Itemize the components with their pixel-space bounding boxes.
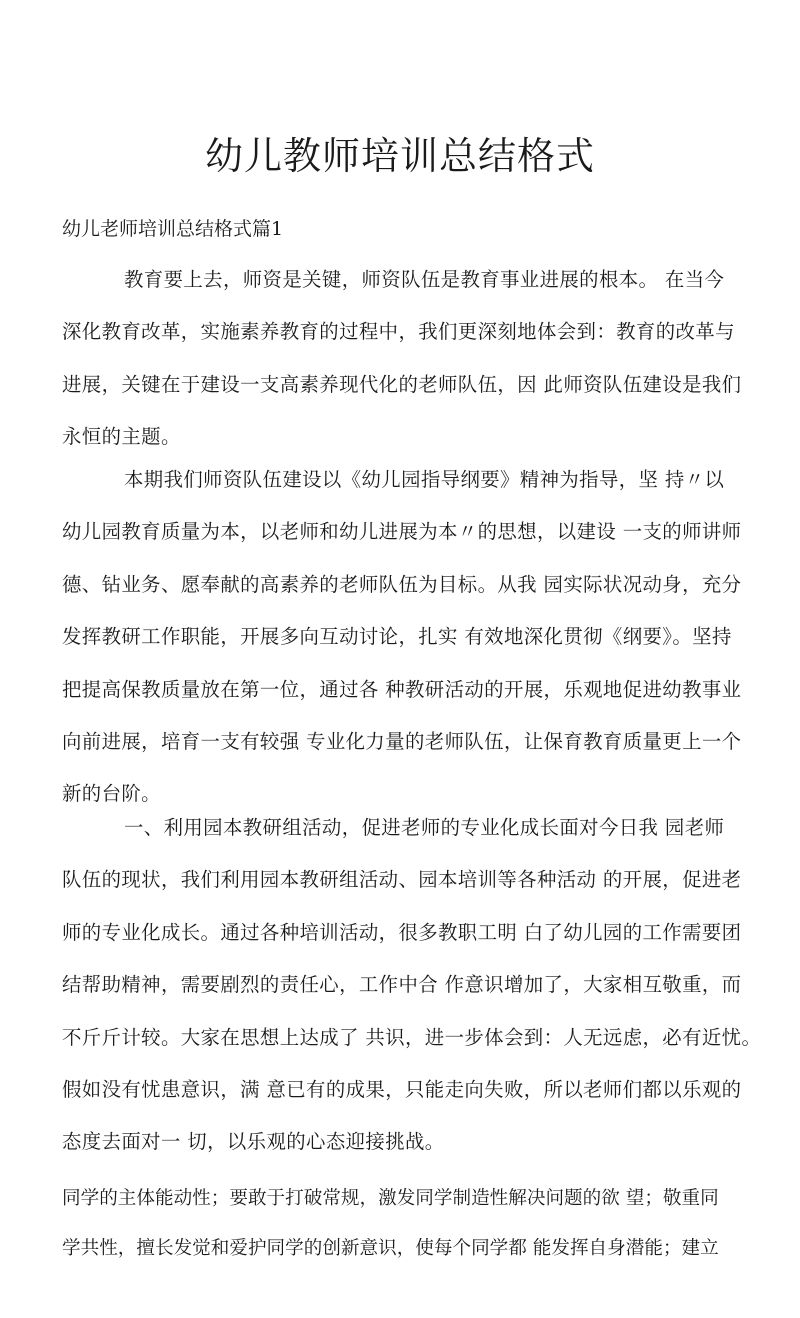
paragraph-line: 本期我们师资队伍建设以《幼儿园指导纲要》精神为指导，坚 持〃以 bbox=[124, 468, 725, 491]
section-heading: 幼儿老师培训总结格式篇1 bbox=[62, 218, 284, 240]
paragraph-line: 队伍的现状，我们利用园本教研组活动、园本培训等各种活动 的开展，促进老 bbox=[62, 868, 742, 892]
paragraph-line: 结帮助精神，需要剧烈的责任心，工作中合 作意识增加了，大家相互敬重，而 bbox=[62, 973, 742, 997]
paragraph-line: 不斤斤计较。大家在思想上达成了 共识，进一步体会到：人无远虑，必有近忧。 bbox=[62, 1025, 762, 1049]
paragraph-line: 态度去面对一 切，以乐观的心态迎接挑战。 bbox=[62, 1130, 445, 1154]
paragraph-line: 一、利用园本教研组活动，促进老师的专业化成长面对今日我 园老师 bbox=[124, 816, 725, 839]
paragraph-line: 新的台阶。 bbox=[62, 782, 161, 806]
paragraph-line: 永恒的主题。 bbox=[62, 425, 181, 449]
paragraph-4 bbox=[62, 1174, 752, 1274]
paragraph-3 bbox=[62, 802, 762, 1169]
paragraph-line: 师的专业化成长。通过各种培训活动，很多教职工明 白了幼儿园的工作需要团 bbox=[62, 920, 742, 944]
paragraph-line: 德、钻业务、愿奉献的高素养的老师队伍为目标。从我 园实际状况动身，充分 bbox=[62, 572, 742, 596]
paragraph-line: 同学的主体能动性；要敢于打破常规，激发同学制造性解决问题的欲 望；敬重同 bbox=[62, 1188, 719, 1209]
paragraph-1 bbox=[62, 254, 752, 464]
paragraph-line: 学共性，擅长发觉和爱护同学的创新意识，使每个同学都 能发挥自身潜能；建立 bbox=[62, 1238, 719, 1259]
paragraph-line: 进展，关键在于建设一支高素养现代化的老师队伍，因 此师资队伍建设是我们 bbox=[62, 372, 742, 396]
paragraph-line: 发挥教研工作职能，开展多向互动讨论，扎实 有效地深化贯彻《纲要》。坚持 bbox=[62, 625, 732, 649]
paragraph-line: 教育要上去，师资是关键，师资队伍是教育事业进展的根本。 在当今 bbox=[124, 268, 725, 291]
paragraph-line: 幼儿园教育质量为本，以老师和幼儿进展为本〃的思想，以建设 一支的师讲师 bbox=[62, 520, 742, 544]
paragraph-2 bbox=[62, 454, 752, 821]
document-title: 幼儿教师培训总结格式 bbox=[204, 134, 595, 178]
paragraph-line: 深化教育改革，实施素养教育的过程中，我们更深刻地体会到：教育的改革与 bbox=[62, 320, 735, 344]
paragraph-line: 假如没有忧患意识，满 意已有的成果，只能走向失败，所以老师们都以乐观的 bbox=[62, 1077, 742, 1101]
paragraph-line: 把提高保教质量放在第一位，通过各 种教研活动的开展，乐观地促进幼教事业 bbox=[62, 677, 742, 701]
paragraph-line: 向前进展，培育一支有较强 专业化力量的老师队伍，让保育教育质量更上一个 bbox=[62, 729, 742, 753]
